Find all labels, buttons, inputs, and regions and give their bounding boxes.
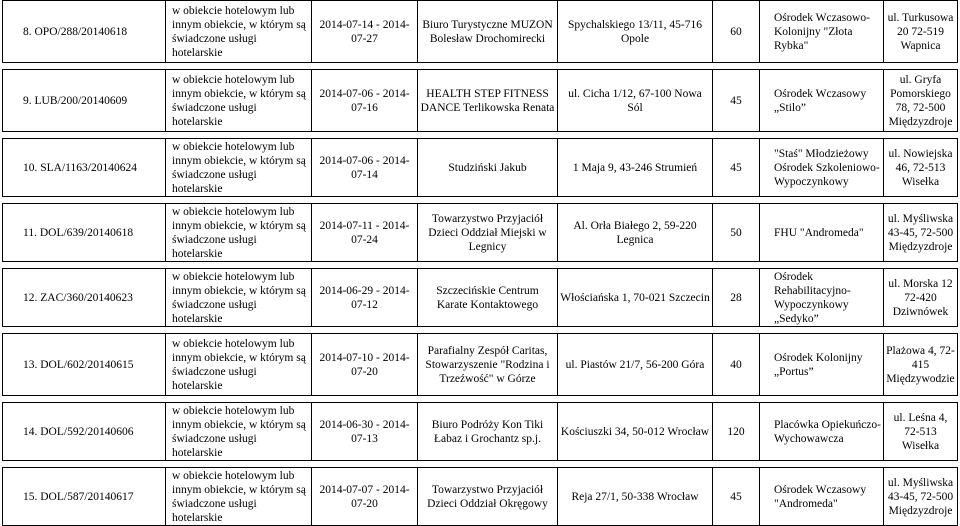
- address-text: 1 Maja 9, 43-246 Strumień: [572, 161, 698, 174]
- service-cell: [166, 1, 312, 63]
- table-row: [3, 403, 958, 461]
- facility-text: Ośrodek Wczasowy "Andromeda": [774, 483, 867, 510]
- service-cell: [166, 334, 312, 396]
- address-text: Włościańska 1, 70-021 Szczecin: [560, 291, 710, 304]
- address-cell: [558, 468, 713, 526]
- service-text: w obiekcie hotelowym lub innym obiekcie, w którym są świadczone usługi hotelarskie: [172, 337, 306, 392]
- organizer-text: Biuro Podróży Kon Tiki Łabaz i Grochantz sp.j.: [431, 418, 544, 445]
- dates-text: 2014-07-11 - 2014-07-24: [319, 219, 410, 246]
- facility-cell: [760, 1, 884, 63]
- table-row: [3, 269, 958, 327]
- application-id: DOL/587/20140617: [40, 490, 134, 503]
- table-row: [3, 70, 958, 132]
- dates-cell: [312, 1, 418, 63]
- location-cell: [884, 334, 958, 396]
- service-cell: [166, 139, 312, 197]
- organizer-cell: [418, 139, 558, 197]
- count-cell: [713, 269, 760, 327]
- table-row: [3, 334, 958, 396]
- organizer-text: Towarzystwo Przyjaciół Dzieci Oddział Okręgowy: [427, 483, 548, 510]
- registry-table: [2, 0, 958, 526]
- organizer-text: HEALTH STEP FITNESS DANCE Terlikowska Renata: [420, 87, 555, 114]
- count-text: 45: [730, 161, 742, 174]
- row-id-cell: [3, 70, 166, 132]
- facility-text: FHU "Andromeda": [774, 226, 864, 239]
- table-body: [3, 1, 958, 526]
- address-cell: [558, 334, 713, 396]
- service-cell: [166, 269, 312, 327]
- row-number: 10.: [23, 161, 38, 174]
- location-cell: [884, 468, 958, 526]
- row-gap: [3, 461, 958, 468]
- count-text: 40: [730, 358, 742, 371]
- organizer-cell: [418, 334, 558, 396]
- row-id-cell: [3, 269, 166, 327]
- dates-text: 2014-07-06 - 2014-07-14: [319, 154, 410, 181]
- service-text: w obiekcie hotelowym lub innym obiekcie, w którym są świadczone usługi hotelarskie: [172, 469, 306, 524]
- organizer-cell: [418, 269, 558, 327]
- location-cell: [884, 139, 958, 197]
- location-text: ul. Myśliwska 43-45, 72-500 Międzyzdroje: [887, 212, 954, 253]
- row-gap: [3, 132, 958, 139]
- count-text: 50: [730, 226, 742, 239]
- organizer-text: Biuro Turystyczne MUZON Bolesław Drochomirecki: [422, 18, 553, 45]
- facility-cell: [760, 468, 884, 526]
- address-text: Reja 27/1, 50-338 Wrocław: [571, 490, 699, 503]
- dates-text: 2014-06-29 - 2014-07-12: [319, 284, 410, 311]
- application-id: SLA/1163/20140624: [40, 161, 137, 174]
- row-id-cell: [3, 1, 166, 63]
- location-text: Plażowa 4, 72-415 Międzywodzie: [886, 344, 955, 385]
- service-cell: [166, 204, 312, 262]
- count-text: 45: [730, 490, 742, 503]
- dates-text: 2014-07-07 - 2014-07-20: [319, 483, 410, 510]
- application-id: DOL/602/20140615: [40, 358, 134, 371]
- address-cell: [558, 204, 713, 262]
- service-text: w obiekcie hotelowym lub innym obiekcie, w którym są świadczone usługi hotelarskie: [172, 73, 306, 128]
- count-text: 120: [727, 425, 745, 438]
- address-cell: [558, 70, 713, 132]
- count-text: 45: [730, 94, 742, 107]
- row-gap: [3, 396, 958, 403]
- facility-text: Ośrodek Rehabilitacyjno-Wypoczynkowy „Sedyko”: [774, 270, 851, 325]
- address-cell: [558, 139, 713, 197]
- table-row: [3, 468, 958, 526]
- facility-text: Placówka Opiekuńczo-Wychowawcza: [774, 418, 881, 445]
- address-text: Spychalskiego 13/11, 45-716 Opole: [567, 18, 703, 45]
- dates-cell: [312, 334, 418, 396]
- address-cell: [558, 403, 713, 461]
- table-row: [3, 204, 958, 262]
- application-id: DOL/592/20140606: [40, 425, 134, 438]
- location-cell: [884, 1, 958, 63]
- table-row: [3, 1, 958, 63]
- row-number: 12.: [23, 291, 38, 304]
- service-text: w obiekcie hotelowym lub innym obiekcie, w którym są świadczone usługi hotelarskie: [172, 270, 306, 325]
- dates-text: 2014-06-30 - 2014-07-13: [319, 418, 410, 445]
- location-text: ul. Morska 12 72-420 Dziwnówek: [888, 277, 953, 318]
- organizer-text: Studziński Jakub: [448, 161, 527, 174]
- row-id-cell: [3, 139, 166, 197]
- count-cell: [713, 70, 760, 132]
- location-text: ul. Leśna 4, 72-513 Wisełka: [893, 411, 948, 452]
- dates-text: 2014-07-06 - 2014-07-16: [319, 87, 410, 114]
- row-gap: [3, 63, 958, 70]
- service-text: w obiekcie hotelowym lub innym obiekcie, w którym są świadczone usługi hotelarskie: [172, 404, 306, 459]
- row-gap: [3, 262, 958, 269]
- application-id: LUB/200/20140609: [34, 94, 128, 107]
- organizer-cell: [418, 403, 558, 461]
- address-text: Kościuszki 34, 50-012 Wrocław: [560, 425, 710, 438]
- dates-cell: [312, 468, 418, 526]
- count-text: 28: [730, 291, 742, 304]
- address-cell: [558, 1, 713, 63]
- address-cell: [558, 269, 713, 327]
- row-number: 11.: [23, 226, 37, 239]
- dates-text: 2014-07-10 - 2014-07-20: [319, 351, 410, 378]
- service-text: w obiekcie hotelowym lub innym obiekcie, w którym są świadczone usługi hotelarskie: [172, 140, 306, 195]
- address-text: ul. Piastów 21/7, 56-200 Góra: [565, 358, 705, 371]
- location-text: ul. Myśliwska 43-45, 72-500 Międzyzdroje: [887, 476, 954, 517]
- facility-cell: [760, 139, 884, 197]
- row-id-cell: [3, 468, 166, 526]
- organizer-cell: [418, 70, 558, 132]
- address-text: ul. Cicha 1/12, 67-100 Nowa Sól: [568, 87, 702, 114]
- facility-text: Ośrodek Wczasowy „Stilo”: [774, 87, 867, 114]
- service-cell: [166, 403, 312, 461]
- row-id-cell: [3, 334, 166, 396]
- facility-text: Ośrodek Wczasowo-Kolonijny "Złota Rybka": [774, 11, 870, 52]
- location-cell: [884, 403, 958, 461]
- count-cell: [713, 139, 760, 197]
- application-id: DOL/639/20140618: [39, 226, 134, 239]
- service-cell: [166, 70, 312, 132]
- count-cell: [713, 204, 760, 262]
- row-number: 15.: [23, 490, 38, 503]
- service-cell: [166, 468, 312, 526]
- count-cell: [713, 403, 760, 461]
- facility-cell: [760, 403, 884, 461]
- facility-text: Ośrodek Kolonijny „Portus”: [774, 351, 863, 378]
- dates-text: 2014-07-14 - 2014-07-27: [319, 18, 410, 45]
- count-cell: [713, 468, 760, 526]
- facility-cell: [760, 334, 884, 396]
- dates-cell: [312, 70, 418, 132]
- service-text: w obiekcie hotelowym lub innym obiekcie, w którym są świadczone usługi hotelarskie: [172, 4, 306, 59]
- row-gap: [3, 327, 958, 334]
- organizer-text: Towarzystwo Przyjaciół Dzieci Oddział Miejski w Legnicy: [428, 212, 547, 253]
- organizer-text: Parafialny Zespół Caritas, Stowarzyszenie "Rodzina i Trzeźwość" w Górze: [425, 344, 550, 385]
- organizer-cell: [418, 204, 558, 262]
- table-row: [3, 139, 958, 197]
- location-cell: [884, 269, 958, 327]
- row-number: 14.: [23, 425, 38, 438]
- location-cell: [884, 204, 958, 262]
- location-text: ul. Turkusowa 20 72-519 Wapnica: [887, 11, 954, 52]
- count-text: 60: [730, 25, 742, 38]
- organizer-cell: [418, 1, 558, 63]
- dates-cell: [312, 269, 418, 327]
- location-text: ul. Nowiejska 46, 72-513 Wisełka: [888, 147, 953, 188]
- count-cell: [713, 334, 760, 396]
- application-id: ZAC/360/20140623: [40, 291, 133, 304]
- address-text: Al. Orła Białego 2, 59-220 Legnica: [573, 219, 697, 246]
- facility-cell: [760, 70, 884, 132]
- facility-cell: [760, 269, 884, 327]
- application-id: OPO/288/20140618: [34, 25, 128, 38]
- row-number: 13.: [23, 358, 38, 371]
- service-text: w obiekcie hotelowym lub innym obiekcie, w którym są świadczone usługi hotelarskie: [172, 205, 306, 260]
- organizer-text: Szczecińskie Centrum Karate Kontaktowego: [436, 284, 539, 311]
- row-gap: [3, 197, 958, 204]
- organizer-cell: [418, 468, 558, 526]
- dates-cell: [312, 139, 418, 197]
- location-text: ul. Gryfa Pomorskiego 78, 72-500 Międzyzdroje: [888, 73, 953, 128]
- row-number: 8.: [23, 25, 32, 38]
- facility-cell: [760, 204, 884, 262]
- location-cell: [884, 70, 958, 132]
- count-cell: [713, 1, 760, 63]
- facility-text: "Staś" Młodzieżowy Ośrodek Szkoleniowo-Wypoczynkowy: [774, 147, 880, 188]
- row-id-cell: [3, 403, 166, 461]
- row-number: 9.: [23, 94, 32, 107]
- row-id-cell: [3, 204, 166, 262]
- dates-cell: [312, 204, 418, 262]
- dates-cell: [312, 403, 418, 461]
